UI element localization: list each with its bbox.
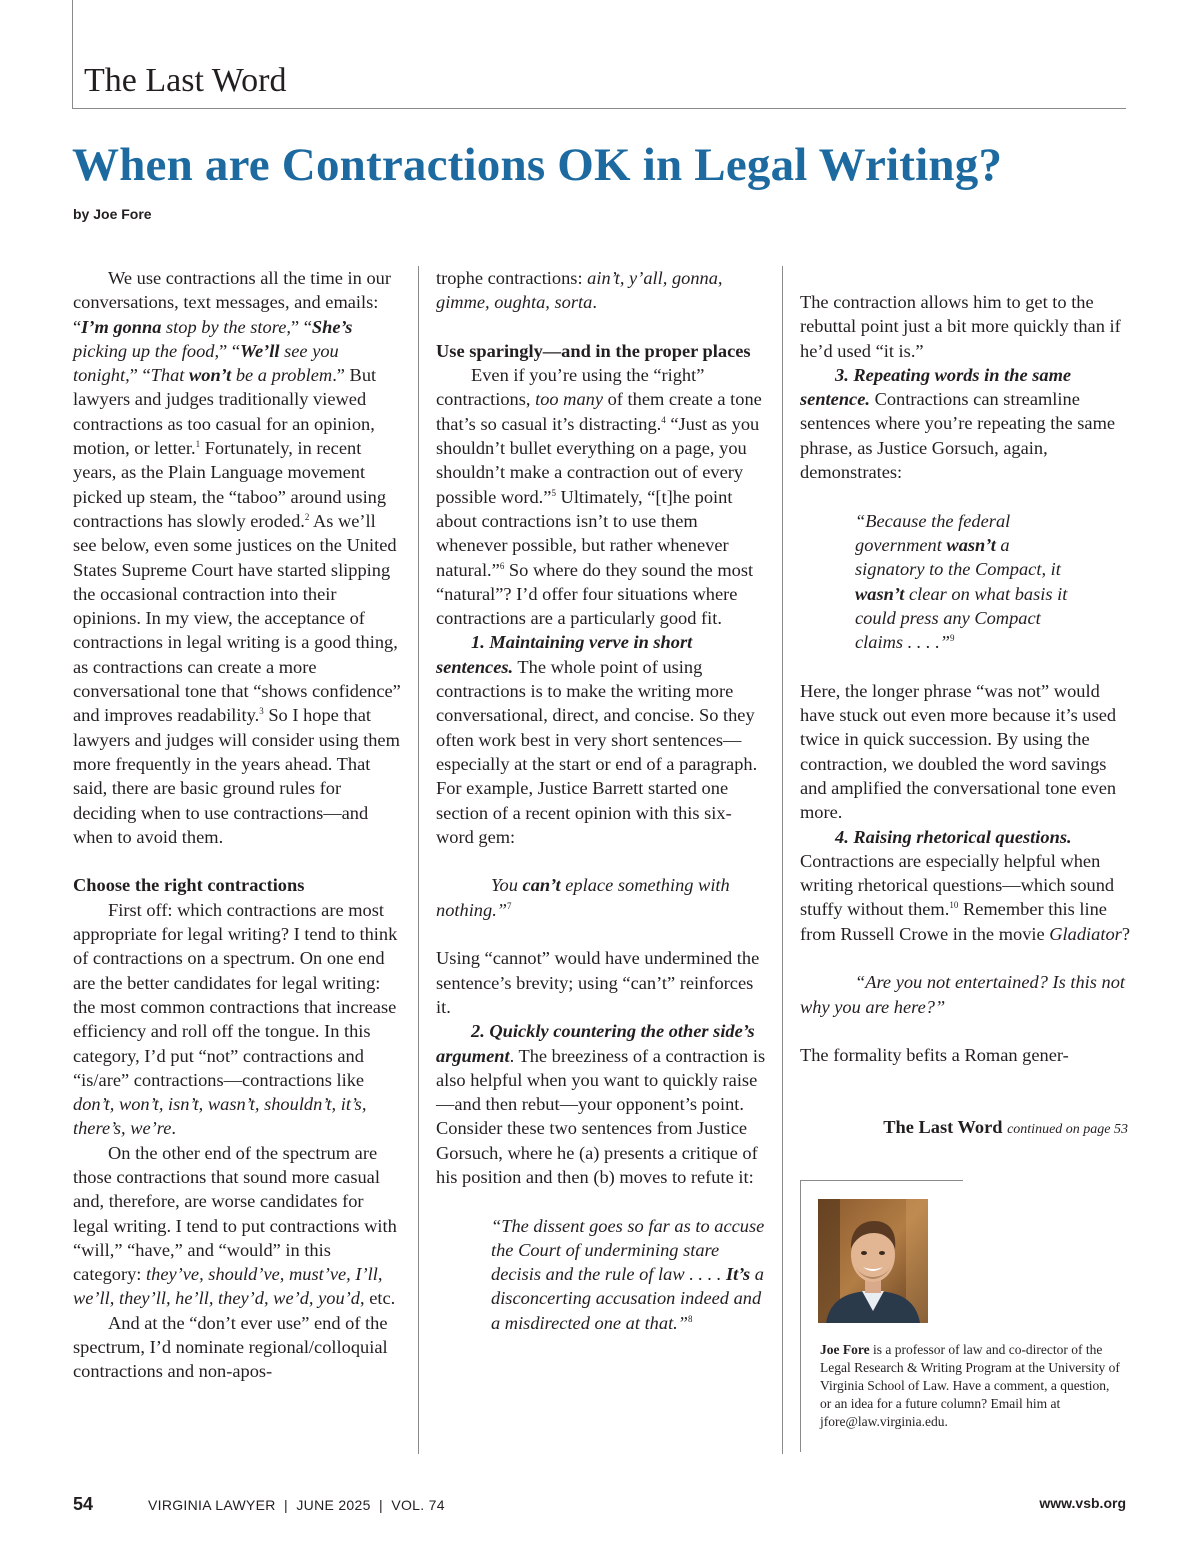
text: Gladiator xyxy=(1049,923,1122,944)
text: trophe contractions: xyxy=(436,268,588,288)
text: a disconcerting accusation indeed and a misdirected one at that.” xyxy=(491,1264,764,1333)
author-bio xyxy=(820,1341,1120,1431)
text: won’t xyxy=(188,365,232,386)
text: don’t, won’t, isn’t, wasn’t, shouldn’t, it’s, there’s, we’re xyxy=(73,1094,367,1139)
text: 1. Maintaining verve in short sentences. xyxy=(436,632,693,677)
text: . xyxy=(592,292,597,313)
footnote-marker: 2 xyxy=(304,511,310,522)
text: Remember this line from Russell Crowe in the movie xyxy=(800,899,1107,944)
footnote-marker: 10 xyxy=(949,900,959,911)
column-1 xyxy=(73,266,403,1384)
paragraph xyxy=(73,1141,403,1311)
text: ain’t, y’all, gonna, gimme, oughta, sorta xyxy=(436,268,723,313)
footnote-marker: 6 xyxy=(499,560,505,571)
text: picking up the food, xyxy=(73,340,220,361)
block-quote xyxy=(436,873,766,922)
text: That xyxy=(150,365,189,386)
footnote-marker: 1 xyxy=(195,439,201,450)
paragraph: Using “cannot” would have undermined the sentence’s brevity; using “can’t” reinforces it. xyxy=(436,948,760,1017)
paragraph: And at the “don’t ever use” end of the spectrum, I’d nominate regional/colloquial contractions and non-apos- xyxy=(73,1312,388,1382)
text: We use contractions all the time in our conversations, text messages, and emails: “ xyxy=(73,268,391,337)
text: clear on what basis it could press any Compact claims . . . .” xyxy=(855,583,1068,653)
author-photo xyxy=(818,1199,928,1323)
column-3 xyxy=(800,290,1130,1068)
text: 3. Repeating words in the same sentence. xyxy=(800,364,1072,410)
text: Ultimately, “[t]he point about contractions isn’t to use them whenever possible, but rather whenever natural.” xyxy=(436,486,733,580)
block-quote xyxy=(436,1214,766,1335)
text: stop by the store, xyxy=(161,316,291,337)
footnote-marker: 3 xyxy=(259,706,264,717)
text: “The dissent goes so far as to accuse the Court of undermining stare decisis and the rule of law . . . . xyxy=(491,1215,765,1285)
paragraph: The contraction allows him to get to the rebuttal point just a bit more quickly than if he’d used “it is.” xyxy=(800,292,1121,361)
section-rule-bottom xyxy=(72,108,1126,109)
text: .” But lawyers and judges traditionally viewed contractions as too casual for an opinion, motion, or letter. xyxy=(73,365,377,459)
paragraph xyxy=(73,898,403,1141)
text: . The breeziness of a contraction is also helpful when you want to quickly raise—and then rebut—your opponent’s point. Consider these two sentences from Justice Gorsuch, where he (a) presents a critique of his position and then (b) moves to refute it: xyxy=(436,1045,766,1187)
text: eplace something with nothing.” xyxy=(436,875,730,920)
author-name: Joe Fore xyxy=(820,1342,870,1357)
text: too many xyxy=(535,389,604,410)
block-quote: “Are you not entertained? Is this not why you are here?” xyxy=(800,972,1126,1017)
paragraph xyxy=(436,630,766,849)
text: Even if you’re using the “right” contractions, xyxy=(436,365,705,410)
column-divider-2 xyxy=(782,266,783,1454)
paragraph xyxy=(73,266,403,849)
bio-text: is a professor of law and co-director of the Legal Research & Writing Program at the University of Virginia School of Law. Have a comment, a question, or an idea for a future column? Email him at jfore@law.virginia.edu. xyxy=(820,1342,1120,1429)
text: , etc. xyxy=(360,1288,396,1309)
section-rule-left xyxy=(72,0,73,108)
text: You xyxy=(491,875,523,896)
text: ” “ xyxy=(219,340,241,361)
block-quote xyxy=(800,509,1070,655)
bio-rule-left xyxy=(800,1180,801,1452)
footnote-marker: 4 xyxy=(661,414,666,425)
text: of them create a tone that’s so casual it’s distracting. xyxy=(436,389,762,434)
continuation-note xyxy=(800,1117,1128,1138)
publication-info: VIRGINIA LAWYER | JUNE 2025 | VOL. 74 xyxy=(148,1497,445,1513)
continuation-label: The Last Word xyxy=(883,1117,1003,1137)
text: We’ll xyxy=(240,340,280,361)
text: I’m gonna xyxy=(81,316,162,337)
paragraph xyxy=(800,825,1130,946)
footnote-marker: 9 xyxy=(950,633,955,644)
column-divider-1 xyxy=(418,266,419,1454)
text: Fortunately, in recent years, as the Plain Language movement picked up steam, the “taboo” around using contractions has slowly eroded. xyxy=(73,438,387,531)
text: “Because the federal government xyxy=(855,510,1011,555)
text: . xyxy=(171,1118,177,1139)
paragraph: Here, the longer phrase “was not” would have stuck out even more because it’s used twice in quick succession. By using the contraction, we doubled the word savings and amplified the conversational tone even more. xyxy=(800,680,1117,823)
text: ” “ xyxy=(129,365,151,386)
page-number: 54 xyxy=(73,1494,94,1514)
column-2 xyxy=(436,266,766,1335)
text: The whole point of using contractions is to make the writing more conversational, direct, and concise. So they often work best in very short sentences—especially at the start or end of a paragraph. For example, Justice Barrett started one section of a recent opinion with this six-word gem: xyxy=(436,656,758,847)
text: wasn’t xyxy=(946,534,996,555)
text: She’s xyxy=(311,316,353,337)
paragraph xyxy=(436,266,766,315)
section-label: The Last Word xyxy=(84,62,287,99)
text: As we’ll see below, even some justices on the United States Supreme Court have started slipping the occasional contraction into their opinions. In my view, the acceptance of contractions in legal writing is a good thing, as contractions can create a more conversational tone that “shows confidence” and improves readability. xyxy=(73,510,401,726)
text: It’s xyxy=(725,1264,751,1285)
text: wasn’t xyxy=(855,583,905,604)
continuation-text: continued on page 53 xyxy=(1007,1122,1128,1137)
text: a signatory to the Compact, it xyxy=(855,534,1061,580)
text: Contractions can streamline sentences where you’re repeating the same phrase, as Justice Gorsuch, again, demonstrates: xyxy=(800,389,1116,483)
footnote-marker: 8 xyxy=(688,1313,693,1324)
subheading: Choose the right contractions xyxy=(73,875,305,896)
paragraph xyxy=(436,1019,766,1189)
text: they’ve, should’ve, must’ve, I’ll, we’ll, they’ll, he’ll, they’d, we’d, you’d xyxy=(73,1264,383,1309)
text: On the other end of the spectrum are those contractions that sound more casual and, therefore, are worse candidates for legal writing. I tend to put contractions with “will,” “have,” and “would” in this category: xyxy=(73,1142,397,1285)
byline: by Joe Fore xyxy=(73,206,152,222)
text: “Just as you shouldn’t bullet everything on a page, you shouldn’t make a contraction out of every possible word.” xyxy=(436,413,760,507)
text: 4. Raising rhetorical questions. xyxy=(835,826,1072,847)
text: ” “ xyxy=(290,316,312,337)
text: Contractions are especially helpful when writing rhetorical questions—which sound stuffy without them. xyxy=(800,850,1115,920)
article-title: When are Contractions OK in Legal Writing? xyxy=(72,139,1003,191)
subheading: Use sparingly—and in the proper places xyxy=(436,340,751,361)
paragraph xyxy=(436,363,766,630)
website-link[interactable]: www.vsb.org xyxy=(1039,1495,1126,1511)
footnote-marker: 5 xyxy=(551,487,556,498)
text: can’t xyxy=(522,875,561,896)
text: First off: which contractions are most appropriate for legal writing? I tend to think of contractions on a spectrum. On one end are the better candidates for legal writing: the most common contractions that increase efficiency and roll off the tongue. In this category, I’d put “not” contractions and “is/are” contractions—contractions like xyxy=(73,899,398,1090)
text: So I hope that lawyers and judges will consider using them more frequently in the years ahead. That said, there are basic ground rules for deciding when to use contractions—and when to avoid them. xyxy=(73,705,400,847)
text: see you tonight, xyxy=(73,340,339,386)
paragraph: The formality befits a Roman gener- xyxy=(800,1045,1069,1066)
text: So where do they sound the most “natural”? I’d offer four situations where contractions are a particularly good fit. xyxy=(436,559,754,629)
paragraph xyxy=(800,363,1130,484)
footnote-marker: 7 xyxy=(507,900,512,911)
text: 2. Quickly countering the other side’s argument xyxy=(436,1021,755,1066)
bio-rule-top xyxy=(800,1180,963,1181)
text: be a problem xyxy=(231,365,333,386)
text: ? xyxy=(1121,923,1130,944)
